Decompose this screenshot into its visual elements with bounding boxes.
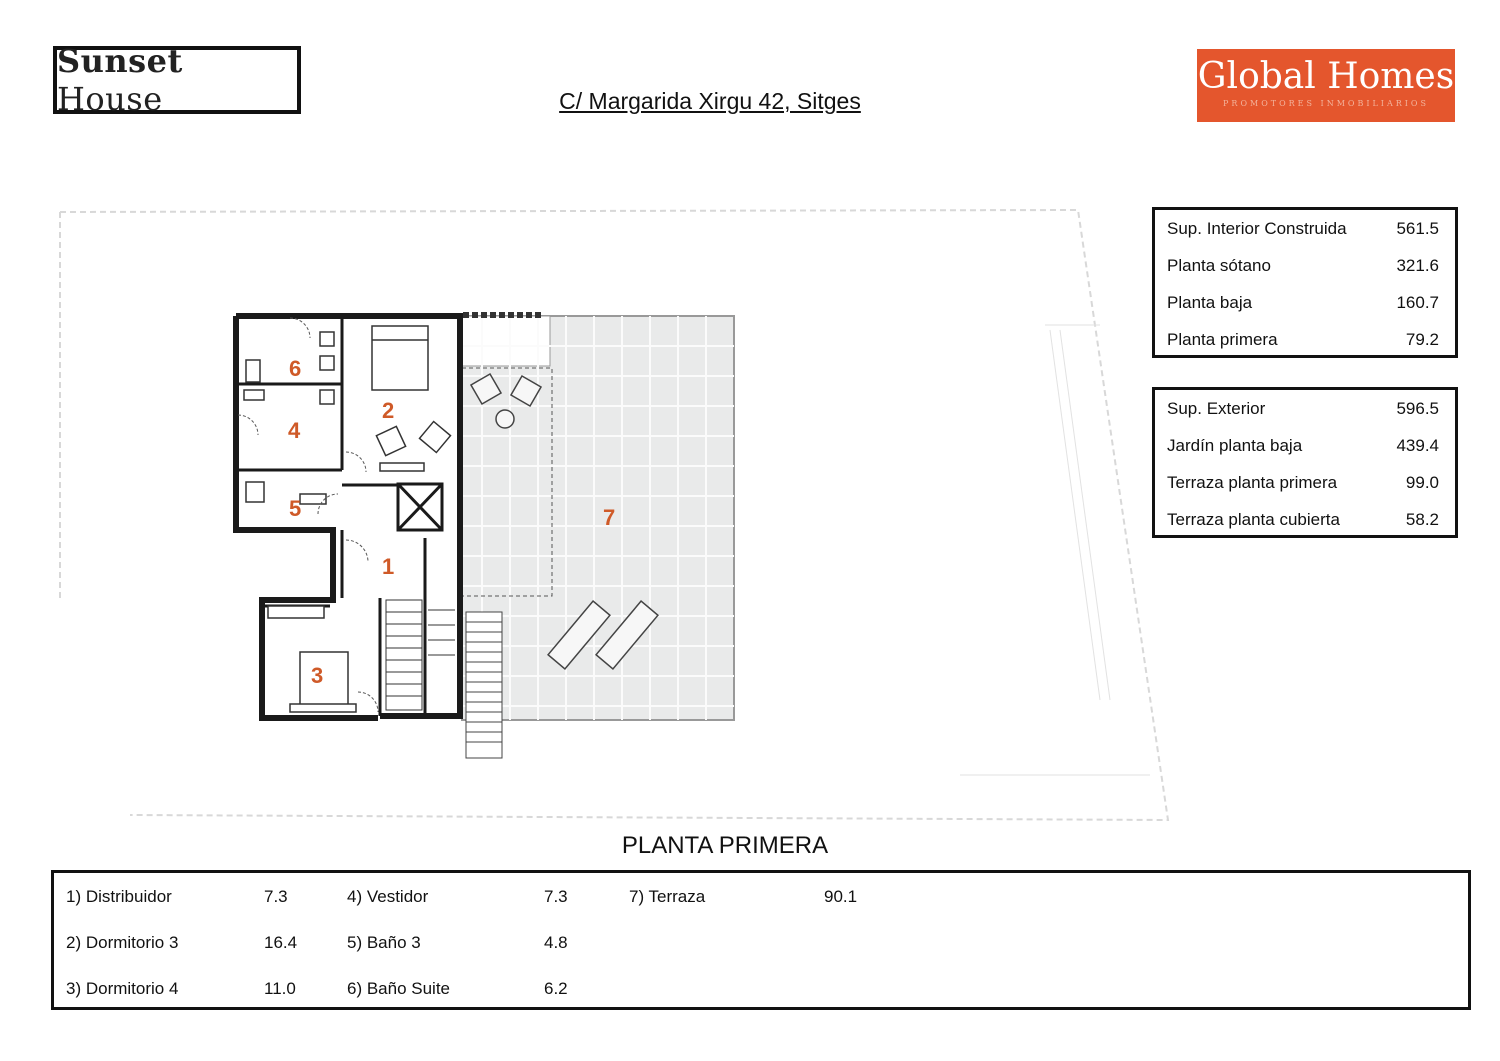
inner-stair [386, 600, 455, 710]
room-label: 3) Dormitorio 4 [66, 979, 179, 998]
room-label: 2) Dormitorio 3 [66, 933, 179, 952]
brand-name-rest: House [57, 80, 163, 118]
plan-title: PLANTA PRIMERA [621, 832, 829, 859]
neighbor-lines [960, 325, 1150, 775]
railing [463, 312, 541, 318]
terrace-area [462, 312, 734, 720]
room-number-7: 7 [603, 505, 616, 530]
summary-label: Planta sótano [1167, 256, 1271, 275]
summary-row [1167, 436, 1439, 460]
summary-row [1167, 399, 1439, 423]
room-label: 7) Terraza [629, 887, 706, 906]
summary-value: 99.0 [1405, 473, 1439, 492]
summary-label: Terraza planta primera [1167, 473, 1338, 492]
room-area: 7.3 [544, 887, 568, 906]
brand-name-bold: Sunset [57, 42, 183, 80]
summary-label: Sup. Interior Construida [1167, 219, 1347, 238]
summary-value: 160.7 [1396, 293, 1439, 312]
room-area: 11.0 [264, 979, 296, 998]
summary-label: Planta baja [1167, 293, 1253, 312]
summary-row [1167, 256, 1439, 280]
summary-row [1167, 510, 1439, 534]
room-area: 6.2 [544, 979, 568, 998]
logo-name: Global Homes [1197, 56, 1455, 97]
summary-value: 58.2 [1405, 510, 1439, 529]
room-label: 1) Distribuidor [66, 887, 172, 906]
external-stair [466, 612, 502, 758]
room-label: 4) Vestidor [347, 887, 429, 906]
summary-label: Planta primera [1167, 330, 1278, 349]
summary-value: 321.6 [1396, 256, 1439, 275]
summary-value: 439.4 [1396, 436, 1439, 455]
room-number-2: 2 [382, 398, 395, 423]
interior-area-summary [1152, 207, 1458, 358]
room-number-1: 1 [382, 554, 395, 579]
summary-value: 561.5 [1396, 219, 1439, 238]
summary-row [1167, 293, 1439, 317]
summary-row [1167, 330, 1439, 354]
summary-value: 596.5 [1396, 399, 1439, 418]
logo-tagline: PROMOTORES INMOBILIARIOS [1223, 99, 1429, 108]
room-label: 6) Baño Suite [347, 979, 451, 998]
room-number-4: 4 [288, 418, 301, 443]
room-number-5: 5 [289, 496, 302, 521]
room-number-3: 3 [311, 663, 324, 688]
summary-row [1167, 473, 1439, 497]
room-area-table [51, 870, 1471, 1010]
address-heading: C/ Margarida Xirgu 42, Sitges [559, 88, 861, 114]
summary-row [1167, 219, 1439, 243]
summary-label: Jardín planta baja [1167, 436, 1303, 455]
summary-value: 79.2 [1405, 330, 1439, 349]
summary-label: Terraza planta cubierta [1167, 510, 1340, 529]
room-label: 5) Baño 3 [347, 933, 421, 952]
room-area: 16.4 [264, 933, 298, 952]
summary-label: Sup. Exterior [1167, 399, 1266, 418]
exterior-area-summary [1152, 387, 1458, 538]
room-area: 4.8 [544, 933, 568, 952]
room-number-6: 6 [289, 356, 302, 381]
room-area: 7.3 [264, 887, 288, 906]
room-area: 90.1 [824, 887, 858, 906]
